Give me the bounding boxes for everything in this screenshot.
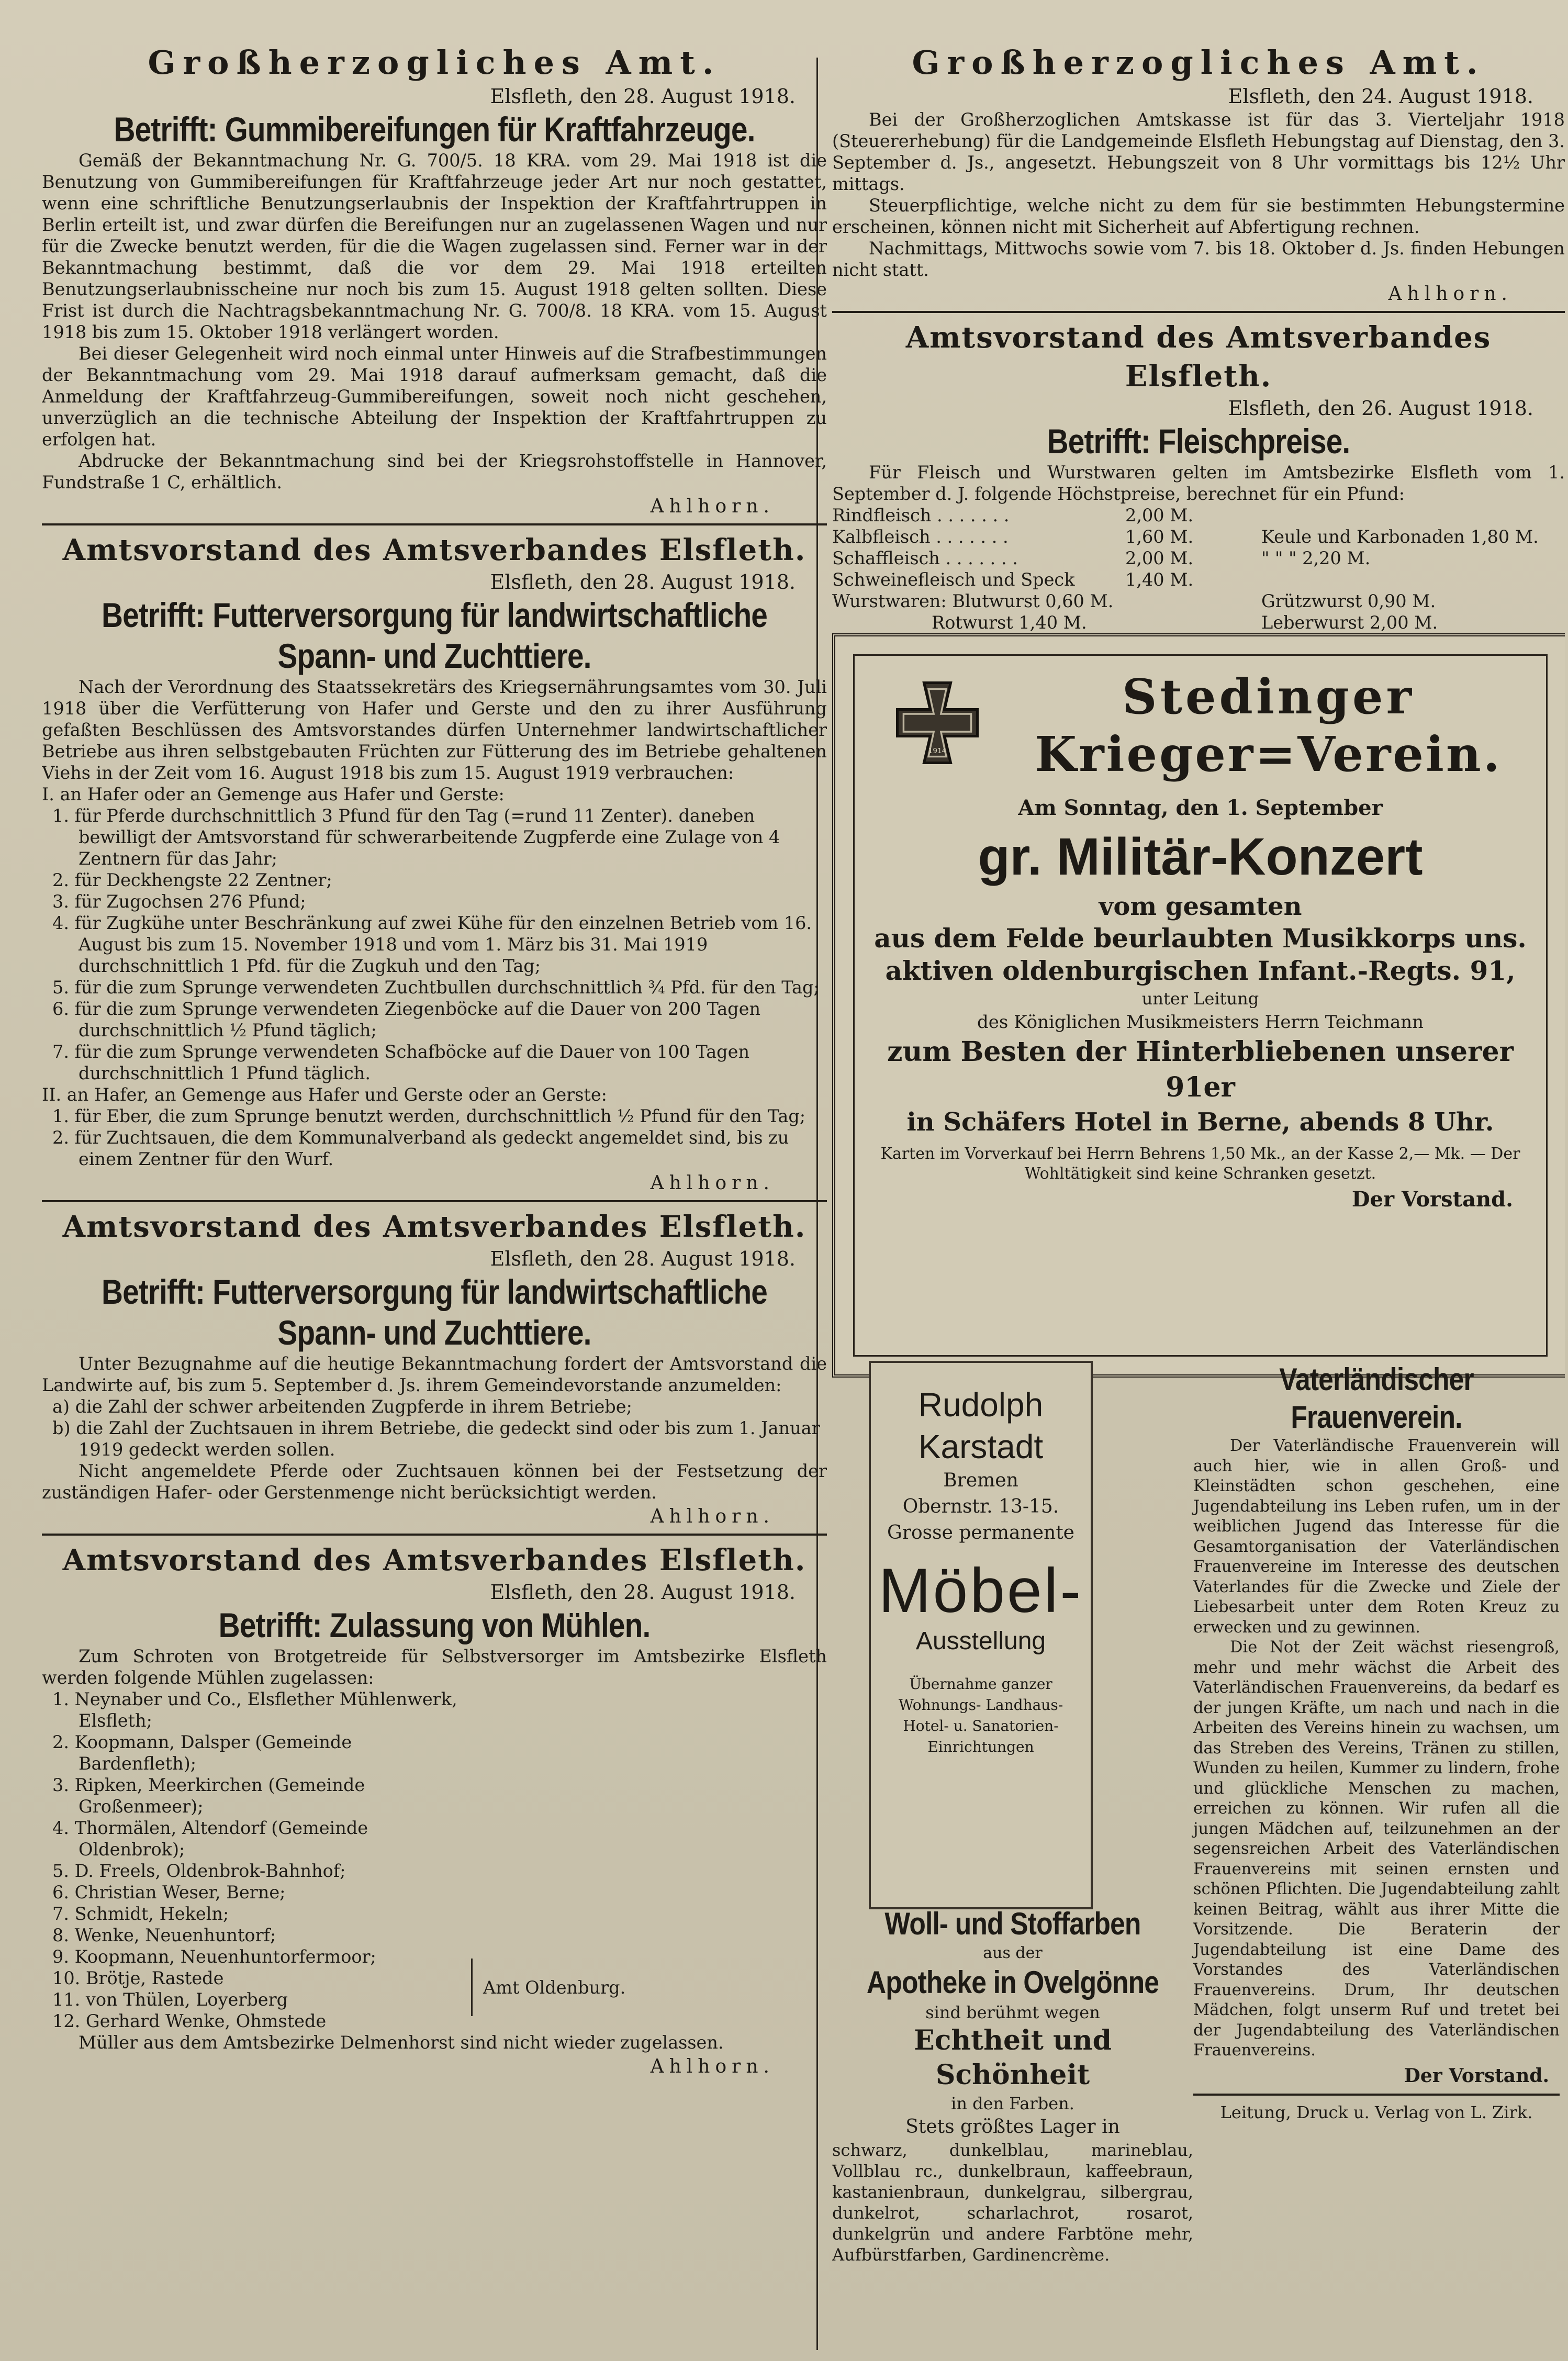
notice-header: Amtsvorstand des Amtsverbandes Elsfleth.: [62, 1210, 807, 1244]
notice-paragraph: Gemäß der Bekanntmachung Nr. G. 700/5. 18 KRA. vom 29. Mai 1918 ist die Benutzung von Gummibereifungen für Kraftfahrzeuge jeder Art nur noch gestattet, wenn eine schriftliche Benutzungserlaubnis der Inspektion der Kraftfahrtruppen in Berlin erteilt ist, und zwar dürfen die Bereifungen nur an zugelassenen Wagen und nur für die Zwecke benutzt werden, für die die Wagen zugelassen sind. Ferner war in der Bekanntmachung bestimmt, daß die vor dem 29. Mai 1918 erteilten Benutzungserlaubnisscheine nur noch bis zum 15. August 1918 gelten sollten. Diese Frist ist durch die Nachtragsbekanntmachung Nr. G. 700/8. 18 KRA. vom 15. August 1918 bis zum 15. Oktober 1918 verlängert worden.: [42, 150, 827, 342]
notice-paragraph: Die Not der Zeit wächst riesengroß, mehr und mehr wächst die Arbeit des Vaterländischen Frauenvereins, da bedarf es der jungen Kräfte, um nach und nach in die Arbeiten des Vereins hinein zu wachsen, um das Streben des Vereins, Tränen zu stillen, Wunden zu heilen, Kummer zu lindern, frohe und glückliche Menschen zu machen, erreichen zu können. Wir rufen all die jungen Mädchen auf, teilzunehmen an der segensreichen Arbeit des Vaterländischen Frauenvereins mit seinen ernsten und schönen Pflichten. Die Jugendabteilung zahlt keinen Beitrag, wählt aus ihrer Mitte die Vorsitzende. Die Beraterin der Jugendabteilung ist eine Dame des Vorstandes des Vaterländischen Frauenvereins. Drum, Ihr deutschen Mädchen, folgt unserm Ruf und tretet bei der Jugendabteilung des Vaterländischen Frauenvereins.: [1193, 1638, 1560, 2060]
price-item: Wurstwaren: Blutwurst 0,60 M.: [832, 591, 1114, 611]
notice-signature: Ahlhorn.: [650, 2056, 775, 2077]
imprint: Leitung, Druck u. Verlag von L. Zirk.: [1220, 2102, 1533, 2122]
list-item: 7. für die zum Sprunge verwendeten Schafböcke auf die Dauer von 100 Tagen durchschnittlich 1 Pfund täglich.: [52, 1042, 750, 1083]
notice-paragraph: Bei der Großherzoglichen Amtskasse ist für das 3. Vierteljahr 1918 (Steuererhebung) für die Landgemeinde Elsfleth Hebungstag auf Dienstag, den 3. September d. Js., angesetzt. Hebungszeit von 8 Uhr vormittags bis 12½ Uhr mittags.: [832, 109, 1565, 194]
advert-line: Ausstellung: [915, 1627, 1046, 1655]
notice-date: Elsfleth, den 28. August 1918.: [490, 85, 796, 108]
advert-line: aus dem Felde beurlaubten Musikkorps uns.: [874, 923, 1527, 954]
advert-line: aktiven oldenburgischen Infant.-Regts. 91,: [885, 955, 1516, 986]
list-item: 8. Wenke, Neuenhuntorf;: [52, 1925, 276, 1945]
advert-line: Karstadt: [918, 1428, 1044, 1465]
notice-signature: Ahlhorn.: [650, 1172, 775, 1194]
notice-paragraph: Zum Schroten von Brotgetreide für Selbstversorger im Amtsbezirke Elsfleth werden folgende Mühlen zugelassen:: [42, 1646, 827, 1688]
list-item: a) die Zahl der schwer arbeitenden Zugpferde in ihrem Betriebe;: [52, 1396, 632, 1417]
section-divider: [832, 311, 1565, 313]
notice-header: Großherzogliches Amt.: [148, 43, 721, 82]
notice-signature: Der Vorstand.: [1404, 2064, 1549, 2087]
list-item: 10. Brötje, Rastede: [52, 1968, 224, 1988]
price-extra: Leberwurst 2,00 M.: [1261, 612, 1438, 633]
advert-line: in den Farben.: [951, 2094, 1074, 2113]
section-divider: [42, 1200, 827, 1202]
list-item: 2. Koopmann, Dalsper (Gemeinde Bardenfleth);: [52, 1732, 352, 1774]
advert-title: Woll- und Stoffarben: [884, 1906, 1141, 1941]
list-item: 5. D. Freels, Oldenbrok-Bahnhof;: [52, 1861, 346, 1881]
advert-line: unter Leitung: [1141, 989, 1259, 1009]
list-item: 11. von Thülen, Loyerberg: [52, 1989, 288, 2010]
notice-signature: Ahlhorn.: [650, 1506, 775, 1527]
list-heading: I. an Hafer oder an Gemenge aus Hafer und Gerste:: [42, 784, 505, 804]
price-value: 2,00 M.: [1125, 548, 1194, 568]
advert-signature: Der Vorstand.: [1351, 1187, 1513, 1212]
advert-line: sind berühmt wegen: [925, 2002, 1100, 2022]
notice-subject: Betrifft: Gummibereifungen für Kraftfahrzeuge.: [114, 110, 755, 149]
list-heading: II. an Hafer, an Gemenge aus Hafer und Gerste oder an Gerste:: [42, 1084, 607, 1105]
price-row: [832, 590, 1565, 612]
list-item: 3. für Zugochsen 276 Pfund;: [52, 891, 306, 912]
notice-signature: Ahlhorn.: [1388, 283, 1513, 305]
advert-title: Stedinger: [1122, 668, 1415, 725]
price-row: [832, 526, 1565, 547]
advert-line: Rudolph: [918, 1386, 1044, 1424]
advert-headline: gr. Militär-Konzert: [978, 827, 1423, 886]
notice-gummibereifungen: [42, 42, 827, 520]
price-extra: [1261, 505, 1565, 526]
notice-paragraph: Steuerpflichtige, welche nicht zu dem für sie bestimmten Hebungstermine erscheinen, können nicht mit Sicherheit auf Abfertigung rechnen.: [832, 195, 1565, 237]
notice-paragraph: Der Vaterländische Frauenverein will auch hier, wie in allen Groß- und Kleinstädten schon geschehen, eine Jugendabteilung ins Leben rufen, um in der weiblichen Jugend das Interesse für die Gesamtorganisation der Vaterländischen Frauenvereine im Interesse des deutschen Vaterlandes für die Zwecke und Ziele der Liebesarbeit unter dem Roten Kreuz zu erwecken und zu gewinnen.: [1193, 1437, 1560, 1637]
notice-signature: Ahlhorn.: [650, 496, 775, 517]
notice-paragraph: Nach der Verordnung des Staatssekretärs des Kriegsernährungsamtes vom 30. Juli 1918 über die Verfütterung von Hafer und Gerste und den zu ihrer Ausführung gefaßten Beschlüssen des Amtsvorstandes dürfen Unternehmer landwirtschaftlicher Betriebe aus ihren selbstgebauten Früchten zur Fütterung des im Betriebe gehaltenen Viehs in der Zeit vom 16. August 1918 bis zum 15. August 1919 verbrauchen:: [42, 677, 827, 783]
list-item: 6. Christian Weser, Berne;: [52, 1882, 286, 1903]
advert-line: Stets größtes Lager in: [905, 2116, 1120, 2138]
notice-paragraph: Unter Bezugnahme auf die heutige Bekanntmachung fordert der Amtsvorstand die Landwirte auf, bis zum 5. September d. Js. ihrem Gemeindevorstande anzumelden:: [42, 1353, 827, 1395]
price-row: [832, 505, 1565, 526]
list-item: 7. Schmidt, Hekeln;: [52, 1904, 229, 1924]
notice-date: Elsfleth, den 28. August 1918.: [490, 1581, 796, 1604]
registration-list: [42, 1396, 827, 1460]
list-item: 2. für Zuchtsauen, die dem Kommunalverband als gedeckt angemeldet sind, bis zu einem Zentner für den Wurf.: [52, 1127, 789, 1169]
notice-date: Elsfleth, den 28. August 1918.: [490, 1247, 796, 1270]
karstadt-moebel-advert: [869, 1361, 1093, 1909]
notice-subject: Betrifft: Futterversorgung für landwirtschaftliche: [101, 1272, 768, 1311]
advert-line: Echtheit und Schönheit: [914, 2024, 1112, 2091]
section-divider: [42, 523, 827, 525]
list-item: 1. Neynaber und Co., Elsflether Mühlenwerk, Elsfleth;: [52, 1689, 457, 1731]
ration-list: [42, 805, 827, 1084]
notice-header: Amtsvorstand des Amtsverbandes Elsfleth.: [62, 533, 807, 567]
advert-line: Obernstr. 13-15.: [902, 1496, 1059, 1517]
notice-subject: Spann- und Zuchttiere.: [277, 636, 591, 675]
price-extra: [1261, 569, 1565, 590]
price-value: 2,00 M.: [1125, 505, 1194, 525]
list-item: 4. für Zugkühe unter Beschränkung auf zwei Kühe für den einzelnen Betrieb vom 16. August bis zum 15. November 1918 und vom 1. März bis 31. Mai 1919 durchschnittlich 1 Pfd. für die Zugkuh und den Tag;: [52, 913, 812, 976]
cross-year: 1914: [928, 746, 947, 755]
advert-title: Apotheke in Ovelgönne: [866, 1965, 1159, 2000]
frauenverein-notice: [1193, 1361, 1560, 2124]
advert-line: vom gesamten: [1099, 892, 1302, 921]
apotheke-ovelgoenne-advert: [832, 1905, 1193, 2265]
notice-hebungstag: [832, 42, 1565, 308]
advert-title: Krieger=Verein.: [1035, 726, 1502, 782]
notice-fleischpreise: [832, 318, 1565, 661]
krieger-verein-advert: [832, 633, 1565, 1378]
right-column: [832, 42, 1565, 2340]
list-item: 9. Koopmann, Neuenhuntorfermoor;: [52, 1946, 376, 1967]
list-item: 12. Gerhard Wenke, Ohmstede: [52, 2011, 327, 2031]
advert-line: Grosse permanente: [887, 1522, 1074, 1543]
price-item: Rotwurst 1,40 M.: [932, 612, 1087, 633]
price-value: [1125, 612, 1261, 633]
mill-list: [42, 1688, 471, 2032]
list-item: b) die Zahl der Zuchtsauen in ihrem Betriebe, die gedeckt sind oder bis zum 1. Januar 1919 gedeckt werden sollen.: [52, 1418, 820, 1460]
notice-futterversorgung-anmeldung: [42, 1207, 827, 1530]
notice-header: Großherzogliches Amt.: [912, 43, 1485, 82]
price-row: [832, 569, 1565, 590]
price-extra: Grützwurst 0,90 M.: [1261, 591, 1436, 611]
notice-paragraph: Für Fleisch und Wurstwaren gelten im Amtsbezirke Elsfleth vom 1. September d. J. folgende Höchstpreise, berechnet für ein Pfund:: [832, 462, 1565, 504]
iron-cross-icon: [893, 678, 982, 767]
price-value: [1125, 590, 1261, 612]
price-item: Kalbfleisch . . . . . . .: [832, 527, 1009, 547]
notice-header: Amtsvorstand des Amtsverbandes Elsfleth.: [905, 320, 1492, 394]
list-item: 2. für Deckhengste 22 Zentner;: [52, 870, 332, 890]
notice-subject: Spann- und Zuchttiere.: [277, 1313, 591, 1352]
advert-line: Karten im Vorverkauf bei Herrn Behrens 1,50 Mk., an der Kasse 2,— Mk. — Der Wohltätigkeit sind keine Schranken gesetzt.: [880, 1145, 1520, 1183]
notice-paragraph: Nachmittags, Mittwochs sowie vom 7. bis 18. Oktober d. Js. finden Hebungen nicht statt.: [832, 238, 1565, 280]
left-column: [42, 42, 827, 2340]
advert-body: [867, 793, 1534, 1215]
advert-headline: Möbel-: [878, 1556, 1083, 1626]
advert-paragraph: schwarz, dunkelblau, marineblau, Vollblau rc., dunkelbraun, kaffeebraun, kastanienbraun, dunkelgrau, silbergrau, dunkelrot, scharlachrot, rosarot, dunkelgrün und andere Farbtöne mehr, Aufbürstfarben, Gardinencrème.: [832, 2140, 1193, 2265]
price-extra: " " " 2,20 M.: [1261, 548, 1371, 568]
list-item: 6. für die zum Sprunge verwendeten Ziegenböcke auf die Dauer von 200 Tagen durchschnittlich ½ Pfund täglich;: [52, 999, 761, 1040]
price-extra: Keule und Karbonaden 1,80 M.: [1261, 527, 1539, 547]
price-item: Schaffleisch . . . . . . .: [832, 548, 1018, 568]
list-item: 5. für die zum Sprunge verwendeten Zuchtbullen durchschnittlich ¾ Pfd. für den Tag;: [52, 977, 820, 998]
advert-line: Übernahme ganzer Wohnungs- Landhaus- Hotel- u. Sanatorien- Einrichtungen: [898, 1675, 1063, 1755]
notice-title: Frauenverein.: [1291, 1400, 1462, 1435]
advert-line: zum Besten der Hinterbliebenen unserer 91er: [887, 1036, 1514, 1103]
list-item: 1. für Pferde durchschnittlich 3 Pfund für den Tag (=rund 11 Zenter). daneben bewilligt der Amtsvorstand für schwerarbeitende Zugpferde eine Zulage von 4 Zentnern für das Jahr;: [52, 805, 780, 869]
notice-muehlen: [42, 1541, 827, 2080]
price-item: Schweinefleisch und Speck: [832, 569, 1075, 590]
advert-line: des Königlichen Musikmeisters Herrn Teichmann: [977, 1012, 1424, 1033]
section-divider: [1193, 2094, 1560, 2096]
list-item: 4. Thormälen, Altendorf (Gemeinde Oldenbrok);: [52, 1818, 368, 1860]
price-value: 1,60 M.: [1125, 527, 1194, 547]
notice-subject: Betrifft: Zulassung von Mühlen.: [218, 1606, 651, 1644]
notice-date: Elsfleth, den 24. August 1918.: [1228, 85, 1533, 108]
advert-line: Am Sonntag, den 1. September: [1018, 796, 1383, 820]
notice-header: Amtsvorstand des Amtsverbandes Elsfleth.: [62, 1543, 807, 1577]
advert-line: Bremen: [943, 1470, 1018, 1491]
notice-subject: Betrifft: Futterversorgung für landwirtschaftliche: [101, 596, 768, 634]
ration-list: [42, 1105, 827, 1170]
notice-subject: Betrifft: Fleischpreise.: [1047, 422, 1350, 461]
notice-title: Vaterländischer: [1279, 1362, 1474, 1397]
price-value: 1,40 M.: [1125, 569, 1194, 590]
notice-paragraph: Abdrucke der Bekanntmachung sind bei der Kriegsrohstoffstelle in Hannover, Fundstraße 1 C, erhältlich.: [42, 451, 827, 493]
notice-paragraph: Bei dieser Gelegenheit wird noch einmal unter Hinweis auf die Strafbestimmungen der Bekanntmachung vom 29. Mai 1918 darauf aufmerksam gemacht, daß die Anmeldung der Kraftfahrzeug-Gummibereifungen, soweit noch nicht geschehen, unverzüglich an die technische Abteilung der Inspektion der Kraftfahrtruppen zu erfolgen hat.: [42, 343, 827, 450]
notice-paragraph: Nicht angemeldete Pferde oder Zuchtsauen können bei der Festsetzung der zuständigen Hafer- oder Gerstenmenge nicht berücksichtigt werden.: [42, 1461, 827, 1503]
advert-line: in Schäfers Hotel in Berne, abends 8 Uhr.: [906, 1107, 1494, 1137]
notice-futterversorgung: [42, 531, 827, 1197]
price-row: [832, 612, 1565, 633]
section-divider: [42, 1534, 827, 1536]
list-item: 3. Ripken, Meerkirchen (Gemeinde Großenmeer);: [52, 1775, 365, 1817]
amt-oldenburg-bracket: Amt Oldenburg.: [471, 1959, 625, 2016]
notice-date: Elsfleth, den 28. August 1918.: [490, 570, 796, 594]
price-row: [832, 547, 1565, 569]
notice-paragraph: Müller aus dem Amtsbezirke Delmenhorst sind nicht wieder zugelassen.: [79, 2032, 724, 2053]
advert-line: aus der: [983, 1944, 1043, 1962]
price-table: [832, 505, 1565, 633]
price-item: Rindfleisch . . . . . . .: [832, 505, 1010, 525]
list-item: 1. für Eber, die zum Sprunge benutzt werden, durchschnittlich ½ Pfund für den Tag;: [52, 1106, 806, 1126]
notice-date: Elsfleth, den 26. August 1918.: [1228, 397, 1533, 420]
